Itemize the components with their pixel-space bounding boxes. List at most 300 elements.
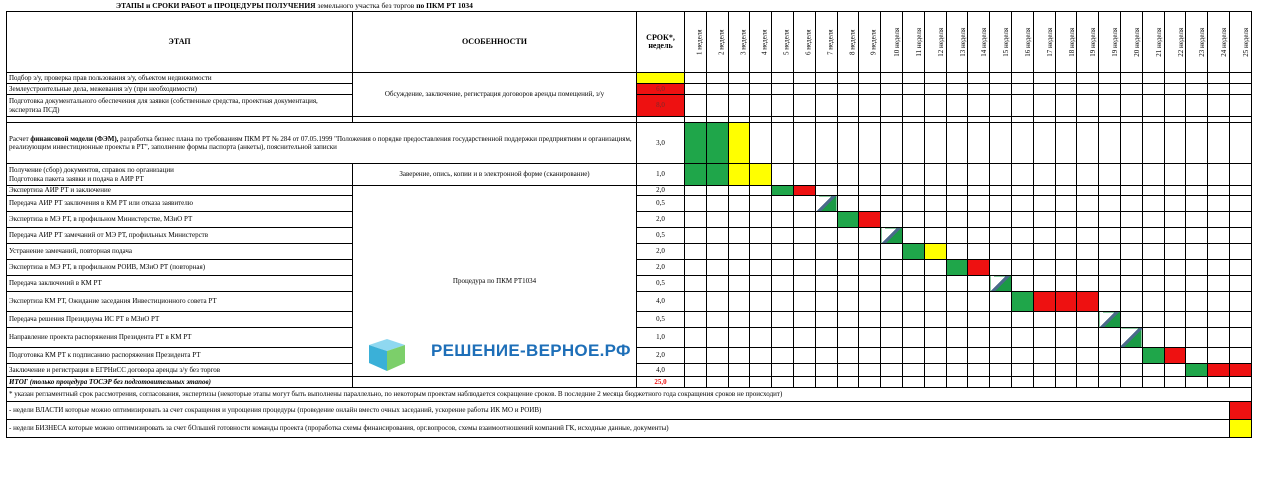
gantt-bar-cell [1055, 292, 1077, 312]
week-cell [990, 84, 1012, 95]
week-cell [815, 348, 837, 364]
week-cell [685, 312, 707, 328]
duration-cell: 1,0 [637, 164, 685, 186]
week-cell [990, 164, 1012, 186]
legend-swatch [1229, 402, 1251, 420]
week-cell [968, 73, 990, 84]
gantt-bar-cell [837, 212, 859, 228]
week-cell [1011, 244, 1033, 260]
week-cell [1077, 312, 1099, 328]
week-header: 13 неделя [946, 12, 968, 73]
week-cell [685, 377, 707, 388]
week-cell [902, 73, 924, 84]
week-cell [1186, 292, 1208, 312]
week-cell [1099, 164, 1121, 186]
week-cell [1208, 328, 1230, 348]
duration-cell: 2,0 [637, 348, 685, 364]
week-cell [1033, 123, 1055, 164]
week-cell [837, 95, 859, 117]
week-cell [946, 212, 968, 228]
week-cell [1229, 186, 1251, 196]
week-cell [837, 292, 859, 312]
gantt-bar-cell [685, 123, 707, 164]
duration-cell: 0,5 [637, 228, 685, 244]
gantt-bar-cell [881, 228, 903, 244]
week-cell [1142, 212, 1164, 228]
week-cell [1077, 84, 1099, 95]
week-cell [1120, 212, 1142, 228]
week-cell [1229, 73, 1251, 84]
week-cell [1186, 260, 1208, 276]
gantt-bar-cell [1164, 348, 1186, 364]
week-cell [1164, 260, 1186, 276]
week-cell [1055, 95, 1077, 117]
week-cell [837, 328, 859, 348]
week-header: 23 неделя [1186, 12, 1208, 73]
week-cell [815, 186, 837, 196]
week-cell [1164, 244, 1186, 260]
week-cell [1186, 123, 1208, 164]
stage-cell: Подготовка КМ РТ к подписанию распоряжения Президента РТ [7, 348, 353, 364]
week-cell [1011, 228, 1033, 244]
week-cell [924, 276, 946, 292]
week-cell [1120, 364, 1142, 377]
week-cell [859, 364, 881, 377]
schedule-table [6, 11, 1252, 438]
week-cell [793, 84, 815, 95]
week-cell [902, 364, 924, 377]
week-cell [924, 292, 946, 312]
week-cell [990, 364, 1012, 377]
legend-swatch [1229, 420, 1251, 438]
week-cell [968, 186, 990, 196]
week-cell [1099, 377, 1121, 388]
week-cell [706, 196, 728, 212]
week-cell [685, 212, 707, 228]
stage-cell: Заключение и регистрация в ЕГРНиСС договора аренды з/у без торгов [7, 364, 353, 377]
week-cell [1099, 228, 1121, 244]
week-cell [772, 292, 794, 312]
week-cell [946, 186, 968, 196]
week-cell [793, 164, 815, 186]
week-cell [968, 292, 990, 312]
week-cell [859, 312, 881, 328]
week-cell [1099, 364, 1121, 377]
week-cell [924, 196, 946, 212]
week-cell [1208, 377, 1230, 388]
week-cell [837, 228, 859, 244]
week-cell [1120, 228, 1142, 244]
week-header: 16 неделя [1011, 12, 1033, 73]
gantt-bar-cell [1033, 292, 1055, 312]
week-cell [1011, 186, 1033, 196]
week-cell [1229, 260, 1251, 276]
week-cell [881, 212, 903, 228]
stage-cell: Экспертиза АИР РТ и заключение [7, 186, 353, 196]
week-cell [990, 212, 1012, 228]
week-cell [750, 244, 772, 260]
week-cell [1055, 244, 1077, 260]
week-cell [728, 84, 750, 95]
stage-cell: Землеустроительные дела, межевания з/у (при необходимости) [7, 84, 353, 95]
week-cell [881, 292, 903, 312]
week-cell [750, 328, 772, 348]
week-cell [1142, 276, 1164, 292]
week-cell [772, 164, 794, 186]
week-cell [881, 196, 903, 212]
week-header: 25 неделя [1229, 12, 1251, 73]
week-cell [1055, 276, 1077, 292]
week-cell [1186, 244, 1208, 260]
week-cell [772, 312, 794, 328]
week-cell [728, 292, 750, 312]
week-cell [1077, 377, 1099, 388]
week-cell [946, 123, 968, 164]
gantt-bar-cell [815, 196, 837, 212]
week-cell [706, 328, 728, 348]
week-cell [815, 84, 837, 95]
week-cell [1142, 164, 1164, 186]
week-cell [1011, 364, 1033, 377]
week-cell [881, 164, 903, 186]
week-cell [1099, 276, 1121, 292]
week-cell [1229, 312, 1251, 328]
week-cell [1208, 348, 1230, 364]
stage-cell [7, 164, 353, 186]
week-cell [1120, 123, 1142, 164]
week-cell [1186, 164, 1208, 186]
week-cell [881, 377, 903, 388]
week-cell [946, 84, 968, 95]
week-header: 21 неделя [1142, 12, 1164, 73]
week-cell [946, 292, 968, 312]
week-cell [881, 123, 903, 164]
week-cell [859, 196, 881, 212]
week-cell [706, 244, 728, 260]
week-cell [1186, 73, 1208, 84]
week-header: 19 неделя [1077, 12, 1099, 73]
week-header: 5 неделя [772, 12, 794, 73]
duration-cell: 2,0 [637, 212, 685, 228]
week-cell [1099, 123, 1121, 164]
week-cell [1229, 276, 1251, 292]
week-cell [772, 95, 794, 117]
week-cell [685, 73, 707, 84]
week-cell [1033, 276, 1055, 292]
week-cell [1186, 276, 1208, 292]
week-cell [815, 244, 837, 260]
week-cell [793, 95, 815, 117]
week-cell [793, 377, 815, 388]
week-cell [968, 328, 990, 348]
week-cell [793, 364, 815, 377]
week-cell [1033, 73, 1055, 84]
week-cell [1208, 228, 1230, 244]
week-cell [1099, 212, 1121, 228]
week-header: 7 неделя [815, 12, 837, 73]
gantt-bar-cell [728, 164, 750, 186]
week-cell [924, 123, 946, 164]
week-cell [1011, 348, 1033, 364]
week-cell [1208, 212, 1230, 228]
stage-cell: Передача АИР РТ заключения в КМ РТ или отказа заявителю [7, 196, 353, 212]
week-cell [750, 260, 772, 276]
week-cell [685, 260, 707, 276]
week-cell [924, 328, 946, 348]
week-cell [902, 123, 924, 164]
page-title: ЭТАПЫ и СРОКИ РАБОТ и ПРОЦЕДУРЫ ПОЛУЧЕНИЯ земельного участка без торгов по ПКМ РТ 1034 [116, 1, 473, 10]
stage-cell: Экспертиза в МЭ РТ, в профильном Министерстве, МЗиО РТ [7, 212, 353, 228]
cube-logo-icon [365, 333, 409, 373]
gantt-bar-cell [1099, 312, 1121, 328]
week-cell [750, 73, 772, 84]
week-cell [881, 84, 903, 95]
week-cell [924, 212, 946, 228]
week-cell [706, 312, 728, 328]
week-cell [946, 377, 968, 388]
week-cell [815, 292, 837, 312]
week-cell [1186, 328, 1208, 348]
week-cell [924, 95, 946, 117]
week-cell [1229, 196, 1251, 212]
week-cell [859, 228, 881, 244]
week-cell [902, 328, 924, 348]
duration-cell: 2,0 [637, 244, 685, 260]
week-cell [1033, 84, 1055, 95]
week-cell [728, 244, 750, 260]
week-cell [815, 364, 837, 377]
week-cell [924, 364, 946, 377]
duration-cell: 2,0 [637, 186, 685, 196]
week-cell [1033, 348, 1055, 364]
week-cell [793, 228, 815, 244]
watermark-text: РЕШЕНИЕ-ВЕРНОЕ.РФ [431, 341, 631, 360]
week-cell [728, 212, 750, 228]
week-cell [859, 328, 881, 348]
week-cell [750, 196, 772, 212]
week-cell [750, 228, 772, 244]
week-cell [1142, 228, 1164, 244]
week-cell [772, 228, 794, 244]
week-cell [1033, 228, 1055, 244]
week-cell [706, 84, 728, 95]
week-cell [1055, 212, 1077, 228]
week-cell [1142, 73, 1164, 84]
week-header: 17 неделя [1033, 12, 1055, 73]
gantt-bar-cell [793, 186, 815, 196]
week-cell [793, 244, 815, 260]
week-cell [1142, 377, 1164, 388]
gantt-bar-cell [772, 186, 794, 196]
week-cell [1077, 95, 1099, 117]
week-cell [968, 84, 990, 95]
stage-cell: Устранение замечаний, повторная подача [7, 244, 353, 260]
week-cell [902, 377, 924, 388]
week-cell [793, 348, 815, 364]
week-cell [1099, 260, 1121, 276]
week-cell [859, 348, 881, 364]
week-cell [1099, 348, 1121, 364]
week-cell [772, 84, 794, 95]
week-cell [1208, 73, 1230, 84]
week-cell [924, 348, 946, 364]
week-cell [1208, 244, 1230, 260]
week-cell [1142, 292, 1164, 312]
week-cell [1208, 123, 1230, 164]
week-cell [946, 95, 968, 117]
week-cell [685, 348, 707, 364]
week-cell [793, 123, 815, 164]
gantt-bar-cell [728, 123, 750, 164]
week-cell [750, 312, 772, 328]
gantt-bar-cell [902, 244, 924, 260]
stage-cell: Передача заключений в КМ РТ [7, 276, 353, 292]
week-cell [1033, 260, 1055, 276]
week-cell [685, 276, 707, 292]
week-cell [946, 364, 968, 377]
week-cell [1077, 164, 1099, 186]
week-cell [706, 276, 728, 292]
total-row [7, 377, 1252, 388]
week-cell [1099, 196, 1121, 212]
week-cell [706, 95, 728, 117]
week-cell [1033, 312, 1055, 328]
week-cell [1099, 244, 1121, 260]
week-cell [1186, 228, 1208, 244]
week-cell [1120, 312, 1142, 328]
week-cell [837, 364, 859, 377]
week-cell [1120, 244, 1142, 260]
week-cell [902, 84, 924, 95]
week-cell [728, 95, 750, 117]
week-cell [815, 312, 837, 328]
week-cell [1142, 312, 1164, 328]
week-cell [1099, 292, 1121, 312]
week-cell [1055, 260, 1077, 276]
week-cell [750, 212, 772, 228]
week-cell [881, 276, 903, 292]
week-cell [685, 196, 707, 212]
header-duration: СРОК*, недель [637, 12, 685, 73]
week-cell [728, 348, 750, 364]
week-cell [1208, 196, 1230, 212]
week-cell [1142, 186, 1164, 196]
week-cell [1099, 328, 1121, 348]
week-cell [706, 364, 728, 377]
week-cell [1055, 348, 1077, 364]
week-cell [772, 364, 794, 377]
stage-text-a: Расчет [9, 134, 31, 143]
week-cell [859, 276, 881, 292]
stage-text-a: Получение (сбор) документов, справок по организации Подготовка пакета заявки и подача в АИР РТ [9, 166, 174, 183]
week-cell [772, 123, 794, 164]
week-cell [990, 123, 1012, 164]
week-cell [706, 73, 728, 84]
week-cell [728, 364, 750, 377]
week-cell [1229, 244, 1251, 260]
week-cell [815, 95, 837, 117]
duration-cell: 1,0 [637, 328, 685, 348]
stage-cell: Экспертиза в МЭ РТ, в профильном РОИВ, МЗиО РТ (повторная) [7, 260, 353, 276]
week-cell [772, 244, 794, 260]
week-cell [881, 348, 903, 364]
week-header: 4 неделя [750, 12, 772, 73]
week-cell [837, 260, 859, 276]
week-cell [990, 95, 1012, 117]
week-cell [1011, 123, 1033, 164]
week-header: 3 неделя [728, 12, 750, 73]
week-cell [1208, 312, 1230, 328]
week-cell [1120, 196, 1142, 212]
week-cell [968, 312, 990, 328]
week-cell [1033, 364, 1055, 377]
week-cell [902, 196, 924, 212]
week-cell [1120, 95, 1142, 117]
week-cell [706, 186, 728, 196]
week-cell [837, 196, 859, 212]
week-cell [837, 73, 859, 84]
week-cell [990, 377, 1012, 388]
week-cell [685, 95, 707, 117]
week-cell [1229, 348, 1251, 364]
week-cell [772, 73, 794, 84]
gantt-bar-cell [859, 212, 881, 228]
week-cell [859, 95, 881, 117]
week-cell [990, 260, 1012, 276]
week-header: 6 неделя [793, 12, 815, 73]
stage-cell: Передача решения Президиума ИС РТ в МЗиО РТ [7, 312, 353, 328]
week-cell [1229, 84, 1251, 95]
week-cell [728, 312, 750, 328]
week-cell [793, 73, 815, 84]
week-cell [728, 377, 750, 388]
week-cell [924, 312, 946, 328]
week-cell [1164, 73, 1186, 84]
stage-cell: Передача АИР РТ замечаний от МЭ РТ, профильных Министерств [7, 228, 353, 244]
week-cell [1164, 364, 1186, 377]
week-cell [1229, 123, 1251, 164]
week-cell [1164, 212, 1186, 228]
duration-cell: 4,0 [637, 364, 685, 377]
week-cell [793, 212, 815, 228]
week-cell [1099, 84, 1121, 95]
week-cell [1077, 244, 1099, 260]
week-header: 19 неделя [1099, 12, 1121, 73]
duration-cell: 2,0 [637, 260, 685, 276]
week-cell [1011, 196, 1033, 212]
week-cell [793, 292, 815, 312]
week-cell [881, 312, 903, 328]
week-cell [1033, 186, 1055, 196]
week-cell [772, 260, 794, 276]
week-cell [946, 328, 968, 348]
week-cell [685, 364, 707, 377]
week-cell [685, 228, 707, 244]
week-cell [968, 212, 990, 228]
week-cell [685, 244, 707, 260]
week-cell [1229, 164, 1251, 186]
week-cell [1055, 377, 1077, 388]
week-cell [1186, 312, 1208, 328]
week-cell [837, 377, 859, 388]
week-cell [924, 260, 946, 276]
gantt-bar-cell [1077, 292, 1099, 312]
note-row [7, 388, 1252, 402]
stage-cell [7, 123, 637, 164]
week-cell [1033, 328, 1055, 348]
week-cell [1164, 292, 1186, 312]
week-cell [815, 228, 837, 244]
